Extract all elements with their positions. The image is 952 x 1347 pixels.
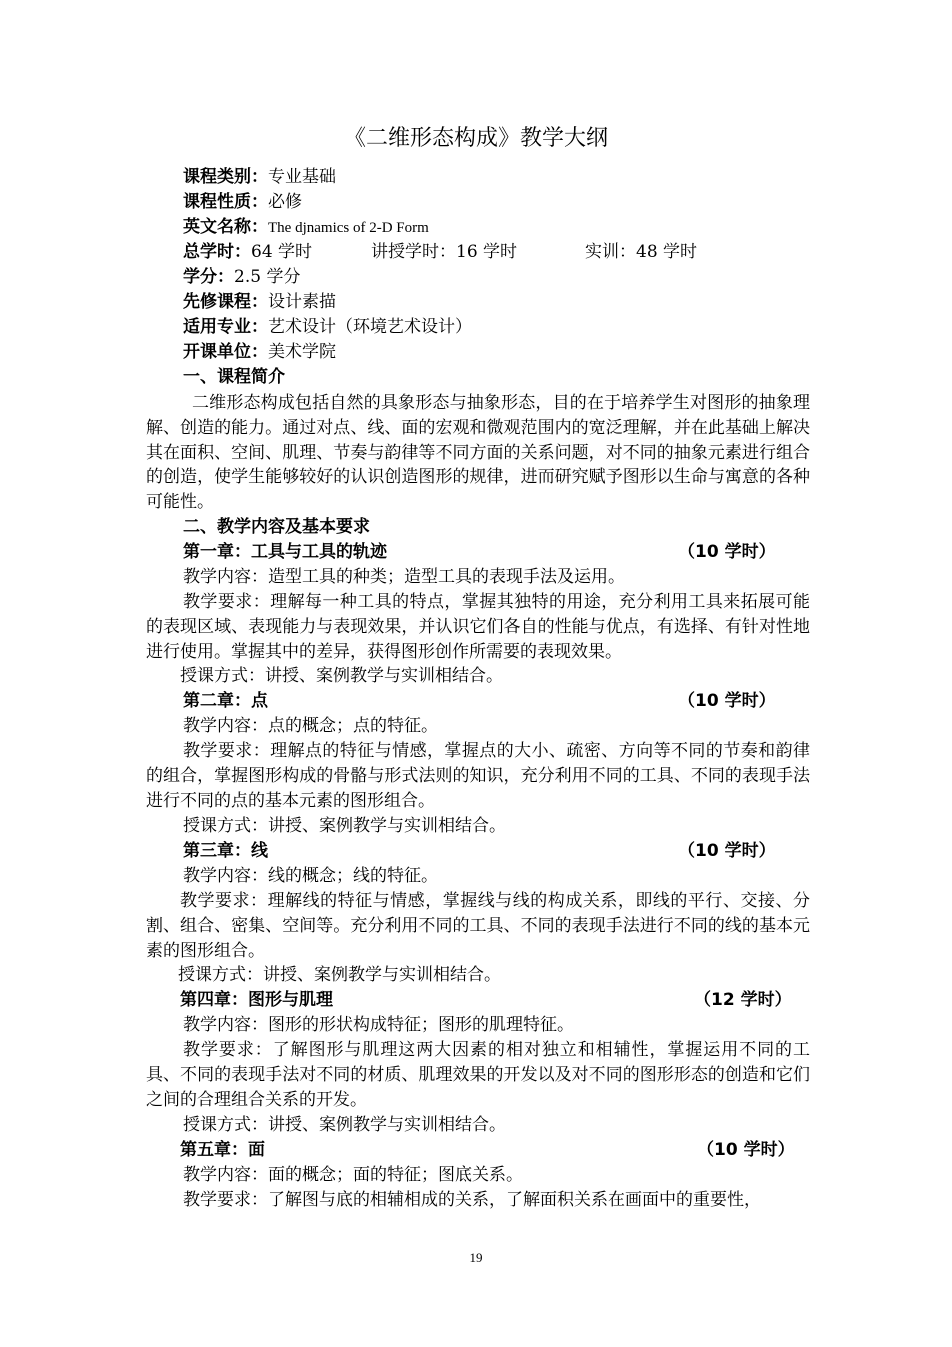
- chapter4-method: 授课方式：讲授、案例教学与实训相结合。: [183, 1115, 506, 1135]
- meta-total-hours-value: 64 学时: [251, 242, 313, 262]
- meta-unit-value: 美术学院: [268, 342, 336, 362]
- chapter3-method: 授课方式：讲授、案例教学与实训相结合。: [178, 965, 501, 985]
- meta-prerequisite-label: 先修课程：: [183, 292, 268, 312]
- meta-major: [183, 315, 823, 340]
- chapter4-title: 第四章：图形与肌理: [180, 990, 333, 1010]
- chapter2-hours: （10 学时）: [678, 691, 776, 711]
- meta-credits: [183, 265, 823, 290]
- chapter1-requirement: 教学要求：理解每一种工具的特点，掌握其独特的用途，充分利用工具来拓展可能的表现区域、表现能力与表现效果，并认识它们各自的性能与优点，有选择、有针对性地进行使用。掌握其中的差异，获得图形创作所需要的表现效果。: [146, 592, 810, 662]
- chapter2-requirement: 教学要求：理解点的特征与情感，掌握点的大小、疏密、方向等不同的节奏和韵律的组合，掌握图形构成的骨骼与形式法则的知识，充分利用不同的工具、不同的表现手法进行不同的点的基本元素的图形组合。: [146, 741, 810, 811]
- meta-major-label: 适用专业：: [183, 317, 268, 337]
- chapter1-title: 第一章：工具与工具的轨迹: [183, 542, 387, 562]
- meta-prerequisite: [183, 290, 823, 315]
- meta-category-value: 专业基础: [268, 167, 336, 187]
- document-title: 《二维形态构成》教学大纲: [343, 126, 608, 151]
- meta-practice-hours-value: 48 学时: [636, 242, 698, 262]
- meta-lecture-hours-value: 16 学时: [456, 242, 518, 262]
- chapter5-hours: （10 学时）: [697, 1140, 795, 1160]
- meta-total-hours-label: 总学时：: [183, 242, 251, 262]
- meta-unit-label: 开课单位：: [183, 342, 268, 362]
- meta-english-name: [183, 215, 823, 241]
- chapter2-method: 授课方式：讲授、案例教学与实训相结合。: [183, 816, 506, 836]
- chapter1-hours: （10 学时）: [678, 542, 776, 562]
- meta-english-name-value: The djnamics of 2-D Form: [268, 220, 429, 236]
- chapter2-title: 第二章：点: [183, 691, 268, 711]
- chapter4-requirement: 教学要求：了解图形与肌理这两大因素的相对独立和相辅性，掌握运用不同的工具、不同的表现手法对不同的材质、肌理效果的开发以及对不同的图形形态的创造和它们之间的合理组合关系的开发。: [146, 1040, 810, 1110]
- chapter3-hours: （10 学时）: [678, 841, 776, 861]
- chapter4-hours: （12 学时）: [694, 990, 792, 1010]
- chapter4-content: 教学内容：图形的形状构成特征；图形的肌理特征。: [183, 1015, 574, 1035]
- meta-credits-value: 2.5 学分: [234, 267, 301, 287]
- meta-practice-hours: [585, 240, 697, 265]
- chapter1-method: 授课方式：讲授、案例教学与实训相结合。: [180, 666, 503, 686]
- meta-english-name-label: 英文名称：: [183, 217, 268, 237]
- meta-total-hours: [183, 240, 371, 265]
- meta-prerequisite-value: 设计素描: [268, 292, 336, 312]
- chapter3-content: 教学内容：线的概念；线的特征。: [183, 866, 438, 886]
- page-number: 19: [469, 1250, 483, 1265]
- meta-practice-hours-label: 实训：: [585, 242, 636, 262]
- meta-nature: [183, 190, 823, 215]
- meta-category: [183, 165, 823, 190]
- meta-category-label: 课程类别：: [183, 167, 268, 187]
- chapter2-content: 教学内容：点的概念；点的特征。: [183, 716, 438, 736]
- meta-lecture-hours: [371, 240, 585, 265]
- meta-lecture-hours-label: 讲授学时：: [371, 242, 456, 262]
- chapter1-content: 教学内容：造型工具的种类；造型工具的表现手法及运用。: [183, 567, 625, 587]
- meta-nature-label: 课程性质：: [183, 192, 268, 212]
- meta-credits-label: 学分：: [183, 267, 234, 287]
- meta-major-value: 艺术设计（环境艺术设计）: [268, 317, 472, 337]
- chapter5-title: 第五章：面: [180, 1140, 265, 1160]
- chapter3-title: 第三章：线: [183, 841, 268, 861]
- chapter5-content: 教学内容：面的概念；面的特征；图底关系。: [183, 1165, 523, 1185]
- chapter5-requirement: 教学要求：了解图与底的相辅相成的关系，了解面积关系在画面中的重要性，: [183, 1190, 761, 1210]
- meta-unit: [183, 340, 823, 365]
- chapter3-requirement: 教学要求：理解线的特征与情感，掌握线与线的构成关系，即线的平行、交接、分割、组合、密集、空间等。充分利用不同的工具、不同的表现手法进行不同的线的基本元素的图形组合。: [146, 891, 810, 961]
- section1-heading: 一、课程简介: [183, 367, 285, 387]
- section2-heading: 二、教学内容及基本要求: [183, 517, 370, 537]
- meta-nature-value: 必修: [268, 192, 302, 212]
- meta-hours: [183, 240, 823, 265]
- section1-body: 二维形态构成包括自然的具象形态与抽象形态，目的在于培养学生对图形的抽象理解、创造的能力。通过对点、线、面的宏观和微观范围内的宽泛理解，并在此基础上解决其在面积、空间、肌理、节奏与韵律等不同方面的关系问题，对不同的抽象元素进行组合的创造，使学生能够较好的认识创造图形的规律，进而研究赋予图形以生命与寓意的各种可能性。: [146, 393, 810, 513]
